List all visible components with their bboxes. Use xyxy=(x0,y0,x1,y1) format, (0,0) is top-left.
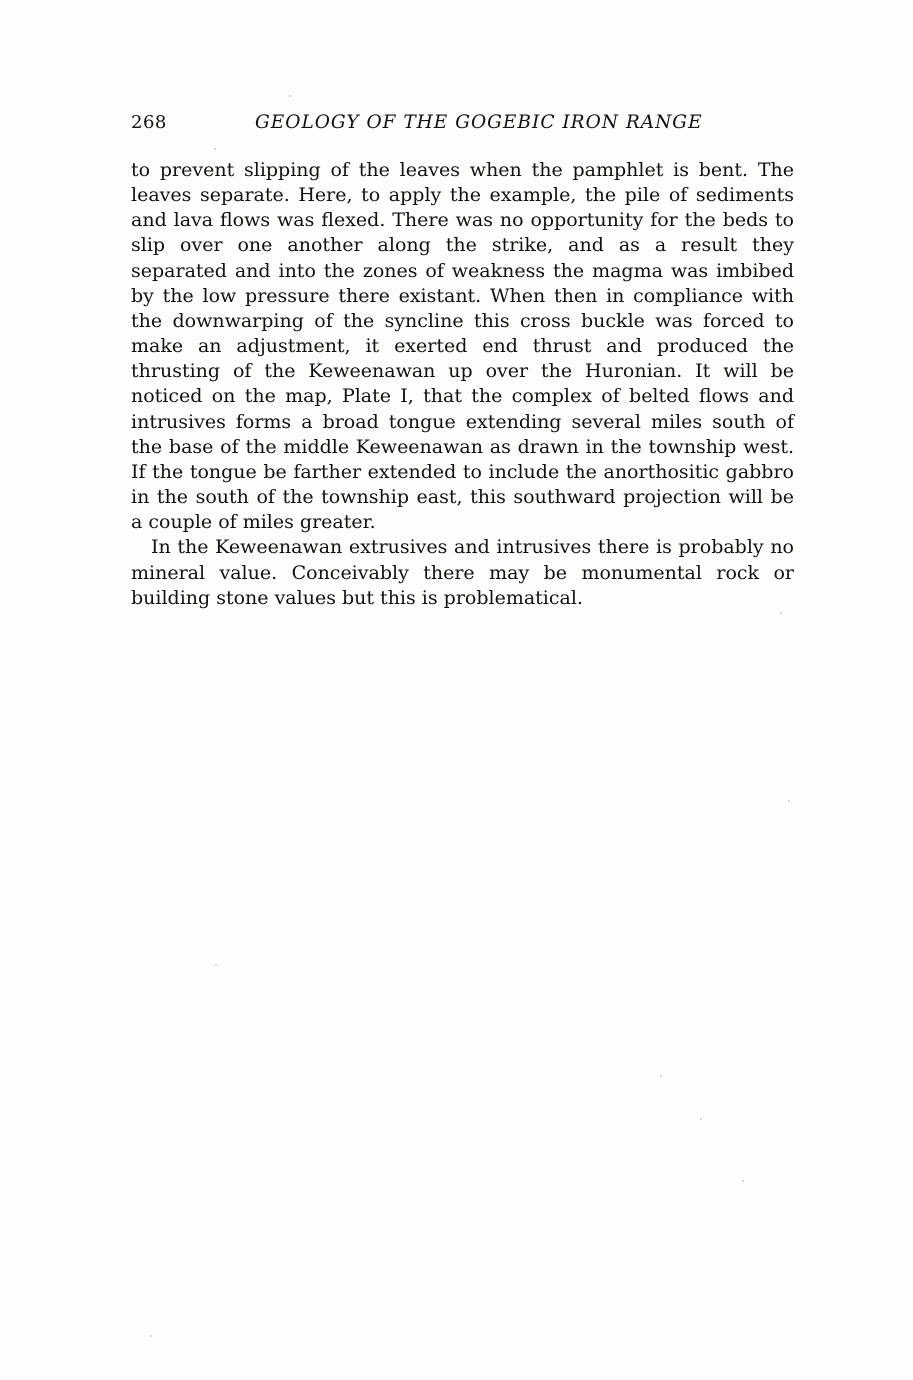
paragraph-continued: to prevent slipping of the leaves when the pamphlet is bent. The leaves separate. Here, to apply the example, the pile of sediments and lava flows was flexed. There was no opportunity for the beds to slip over one another along the strike, and as a result they separated and into the zones of weakness the magma was imbibed by the low pressure there existant. When then in compliance with the downwarping of the syncline this cross buckle was forced to make an adjustment, it exerted end thrust and produced the thrusting of the Keweenawan up over the Huronian. It will be noticed on the map, Plate I, that the complex of belted flows and intrusives forms a broad tongue extending several miles south of the base of the middle Keweenawan as drawn in the township west. If the tongue be farther extended to include the anorthositic gabbro in the south of the township east, this southward projection will be a couple of miles greater. xyxy=(131,159,794,534)
scan-speck xyxy=(214,148,216,150)
scan-speck xyxy=(150,1335,152,1337)
scan-speck xyxy=(215,964,217,966)
scan-speck xyxy=(788,800,790,802)
scan-speck xyxy=(742,1180,744,1182)
scan-speck xyxy=(700,1118,702,1120)
body-text xyxy=(131,158,794,611)
scan-speck xyxy=(780,612,782,614)
page-number: 268 xyxy=(131,112,167,133)
page-header xyxy=(131,112,791,138)
scan-speck xyxy=(289,95,291,97)
paragraph: In the Keweenawan extrusives and intrusives there is probably no mineral value. Conceivably there may be monumental rock or building stone values but this is problematical. xyxy=(131,536,794,609)
scan-speck xyxy=(660,1075,662,1077)
running-title: GEOLOGY OF THE GOGEBIC IRON RANGE xyxy=(255,112,703,133)
